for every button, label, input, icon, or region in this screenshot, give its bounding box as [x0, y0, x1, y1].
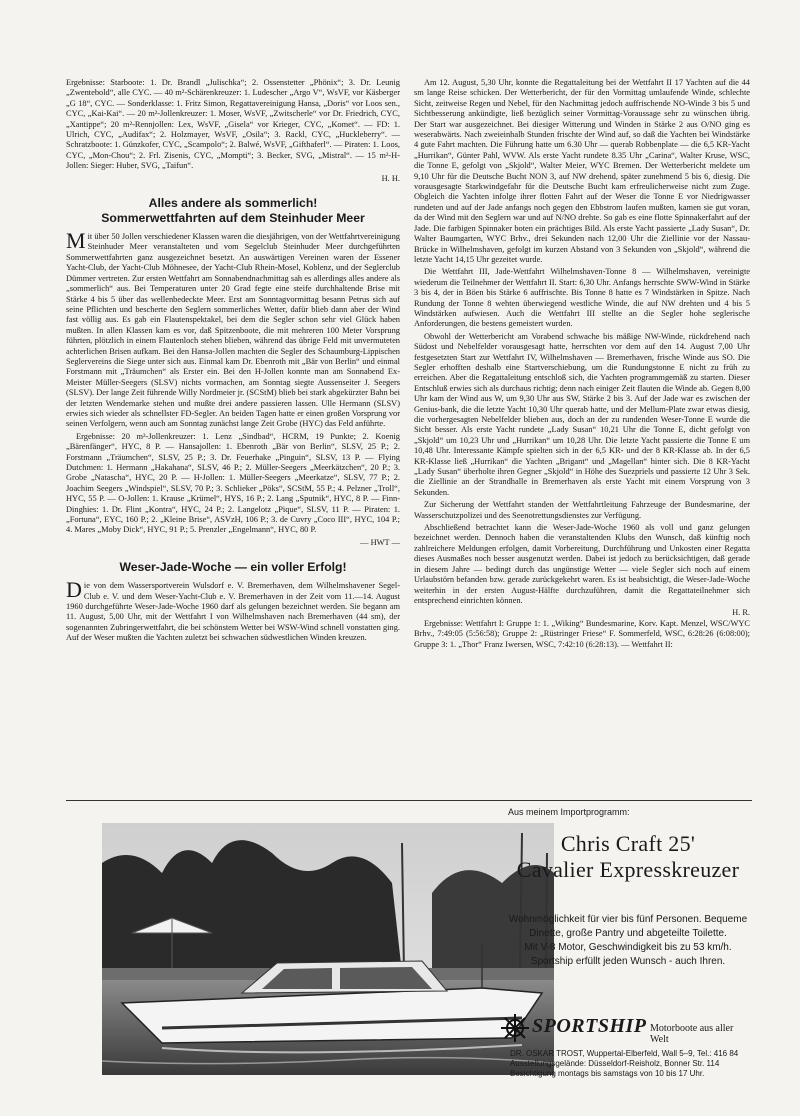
- article-paragraph: Zur Sicherung der Wettfahrt standen der Wettfahrtleitung Fahrzeuge der Bundesmarine, der Wasserschutzpolizei und des Seenotrettungsdienstes zur Verfügung.: [414, 500, 750, 520]
- ship-wheel-icon: [500, 1013, 530, 1043]
- article-headline: Weser-Jade-Woche — ein voller Erfolg!: [119, 560, 347, 575]
- headline-line: Sommerwettfahrten auf dem Steinhuder Meer: [101, 211, 365, 226]
- left-column: [66, 78, 400, 646]
- results-paragraph: Ergebnisse: Wettfahrt I: Gruppe 1: 1. „Wiking“ Bundesmarine, Korv. Kapt. Menzel, WSC/WYC Brhv., 7:49:05 (5:56:58); Gruppe 2: „Rüstringer Friese“ F. Sommerfeld, WSC, 6:28:26 (6:08:00); Gruppe 3: 1. „Thor“ Franz Iwersen, WSC, 7:42:10 (6:28:13). — Wettfahrt II:: [414, 618, 750, 649]
- ad-description: [506, 913, 750, 969]
- article-paragraph: Mit über 50 Jollen verschiedener Klassen waren die diesjährigen, von der Wettfahrtvereinigung Steinhuder Meer veranstalteten und vom Segelclub Steinhuder Meer durchgeführten Sommerwettfahrten ganz ausgezeichnet besetzt. An auswärtigen Vereinen waren der Essener Yacht-Club, der Yacht-Club Möhnesee, der Yacht-Club Rhein-Mosel, Koblenz, und der Seglerclub Dümmer vertreten. Zur ersten Wettfahrt am Sonnabendnachmittag sah es allerdings alles andere als „sommerlich“ aus. Bei Temperaturen unter 20 Grad fegte eine steife durchhaltende Brise mit Stärke 4 bis 5 über das wellenbedeckte Meer. Erst am Sonntagvormittag besann Petrus sich auf seine Pflichten und bescherte den Seglern sommerliches Wetter, dafür blieb dann aber der Wind fast völlig aus. Es gab ein Flautenspektakel, bei dem die Segler schon sehr viel Glück haben mußten. In allen Klassen kam es vor, daß Spitzenboote, die mit mehreren 100 Meter Vorsprung führten, plötzlich in einem Flautenloch stehen blieben, während das übrige Feld mit unvermuteten achterlichen Brisen aufkam. Bei den Hansa-Jollen machten die Segler des Schaumburg-Lippischen Seglervereins die Siege unter sich aus. Einmal kam Dr. Ebenroth mit „Bär von Berlin“ und einmal Forstmann mit „Träumchen“ als Erster ein. Bei den H-Jollen konnte man am Sonnabend Ex-Meister Müller-Seegers (SLSV) nichts vormachen, am Sonntag siegte Aussenseiter J. Seegers (SLSV). Der lange Zeit führende Willy Nordmeier jr. (SCStM) blieb bei stark abgekürzter Bahn bei der letzten Wendemarke stehen und mußte drei andere passieren lassen. Ulle Hermann (SLSV) erwies sich wieder als schnellster FD-Segler. An beiden Tagen hatte er einen großen Vorsprung vor seinen Verfolgern, wenn auch am Sonntag zunächst lange Zeit Grobe (HYC) das Feld anführte.: [66, 228, 400, 429]
- ad-body-line: Wohnmöglichkeit für vier bis fünf Personen. Bequeme: [508, 914, 748, 925]
- results-paragraph: Ergebnisse: Starboote: 1. Dr. Brandl „Julischka“; 2. Ossenstetter „Phönix“; 3. Dr. Leunig „Zwentebold“, alle CYC. — 40 m²-Schärenkreuzer: 1. Ludescher „Argo V“, WsVF, vor Käsberger „G 18“, CYC. — Sonderklasse: 1. Fritz Simon, Regattavereinigung Hansa, „Doris“ vor Loos sen., CYC, „Kai-Kai“. — 20 m²-Jollenkreuzer: 1. Moser, WsVF, „Zwitscherle“ vor Dr. Friedrich, CYC, „Xantippe“; 20 m²-Rennjollen: Lex, WsVF, „Gisela“ vor Krieger, CYC, „Komet“. — FD: 1. Ulrich, CYC, „Audifax“; 2. Holzmayer, WsVF, „Osila“; 3. Rackl, CYC, „Huckleberry“. — Schratzboote: 1. Günzkofer, CYC, „Scampolo“; 2. Balwé, WsVF, „Gifthaferl“. — Piraten: 1. Loos, CYC, „Mon-Chou“; 2. Frl. Zisenis, CYC, „Mompti“; 3. Becker, SVG, „Mistral“. — 15 m²-H-Jollen: Sieger: Huber, SVG, „Taifun“.: [66, 78, 400, 171]
- right-column: [414, 78, 750, 652]
- logo-wordmark: SPORTSHIP: [532, 1015, 647, 1037]
- article-paragraph: Die von dem Wassersportverein Wulsdorf e. V. Bremerhaven, dem Wilhelmshavener Segel-Club e. V. und dem Weser-Yacht-Club e. V. Bremerhaven in der Zeit vom 11.—14. August 1960 durchgeführte Weser-Jade-Woche 1960 darf als gelungen bezeichnet werden. Sie begann am 11. August, 5,00 Uhr, mit der Wettfahrt I von Wilhelmshaven nach Bremerhaven (44 sm), der sogenannten Zubringerwettfahrt, die bei schönstem Wetter bei WSW-Wind schnell vonstatten ging. Auf der Weser mußten die Yachten zuletzt bei schwachen südwestlichen Winden kreuzen.: [66, 577, 400, 643]
- ad-body-line: Dinette, große Pantry und abgeteilte Toilette.: [529, 928, 727, 939]
- article-headline: [66, 196, 400, 226]
- ad-title: [506, 831, 750, 883]
- ad-header: Aus meinem Importprogramm:: [508, 807, 630, 817]
- article-paragraph: Abschließend betrachtet kann die Weser-Jade-Woche 1960 als voll und ganz gelungen bezeichnet werden. Dennoch haben die veranstaltenden Klubs den Wunsch, daß künftig noch zahlreichere Meldungen erfolgen, damit Vorbereitung, Durchführung und Unkosten einer Regatta dieses Ausmaßes noch besser ausgenutzt werden. Dabei ist jedoch zu berücksichtigen, daß gerade in diesem Jahre — bedingt durch das ungünstige Wetter — viele Segler sich noch auf einem Urlaubstörn befanden bzw. gerade zurückgekehrt waren. Es ist beabsichtigt, die Weser-Jade-Woche weiterhin in der ersten August-Hälfte durchzuführen, damit die Regattateilnehmer sich entsprechend einrichten können.: [414, 523, 750, 605]
- advertisement: [66, 800, 752, 1085]
- sportship-logo: [500, 1011, 752, 1047]
- address-line: DR. OSKAR TROST, Wuppertal-Elberfeld, Wall 5–9, Tel.: 416 84: [510, 1049, 739, 1058]
- ad-title-line: Cavalier Expresskreuzer: [516, 857, 740, 882]
- headline-line: Alles andere als sommerlich!: [148, 196, 318, 211]
- author-signature: — HWT —: [360, 537, 400, 547]
- ad-address: [510, 1049, 754, 1079]
- ad-title-line: Chris Craft 25': [560, 831, 696, 856]
- article-paragraph: Am 12. August, 5,30 Uhr, konnte die Regattaleitung bei der Wettfahrt II 17 Yachten auf die 44 sm lange Reise schicken. Der Wetterbericht, der für den Vormittag umlaufende Winde, schlechte Sicht, zeitweise Regen und Nebel, für den Nachmittag jedoch auffrischende NO-Winde 3 bis 5 und Sichtbesserung ankündigte, ließ bezüglich seiner Vormittag-Voraussage sehr zu wünschen übrig. Der Start war ausgezeichnet. Bei diesiger Witterung und Winden in Stärke 2 aus O/NO ging es weserabwärts. Nach zweieinhalb Stunden frischte der Wind auf, so daß die Yachten bei Windstärke 4 gute Fahrt machten. Die Führung hatte um 6.30 Uhr — querab Robbenplate — die 6,5 KR-Yacht „Hurrikan“, Günter Pahl, WVW. Als erste Yacht rundete 8.35 Uhr „Carina“, Walter Kruse, WSC, die Tonne E, gefolgt von „Skjold“, Walter Meier, WYC Bremen. Der Wetterbericht meldete um 9,10 Uhr für die Deutsche Bucht NON 3, auf NW drehend, später zunehmend 5 bis 6, diesig. Die vorausgesagte Starkwindgefahr für die Deutsche Bucht kam erfreulicherweise nicht zum Zuge. Obgleich die Yachten infolge ihrer flotten Fahrt auf der Weser die Tonne E vor Niedrigwasser rundeten und auf der Jade anfangs noch gegen den Ebbstrom laufen mußten, kamen sie gut voran, da der Wind mit den Seglern war und auf N/NO drehte. So gab es eine flotte Spinnakerfahrt auf der Jade. Die farbigen Spinnaker boten ein prächtiges Bild. Als erste Yacht passierte „Lady Susan“, Dr. Walter Baumgarten, WYC Brhv., drei Sekunden nach 12,00 Uhr die Ziellinie vor der Nassau-Brücke in Wilhelmshaven, gefolgt im kurzen Abstand von 3 Sekunden von „Skjold“, während die letzte Yacht 14,15 Uhr gezeitet wurde.: [414, 78, 750, 264]
- article-paragraph: Obwohl der Wetterbericht am Vorabend schwache bis mäßige NW-Winde, rückdrehend nach Südost und Nebelfelder vorausgesagt hatte, herrschten vor dem auf den 14. August 7,00 Uhr festgesetzten Start zur Wettfahrt IV, Wilhelmshaven — Bremerhaven, frische Winde aus SO. Die Segler erhofften deshalb eine Startverschiebung, um die Rundungstonne E nicht zu früh zu erreichen. Aber die Regattaleitung entschloß sich, die Yachten programmgemäß zu starten. Dieser Entschluß erwies sich als durchaus richtig; denn nach einiger Zeit flauten die Winde ab. Gegen 8,00 Uhr kam der Wind aus W, um 9,30 Uhr aus SW, Stärke 2 bis 3. Auf der Jade war es zwischen der Genius-bank, die die letzte Yacht 10,30 Uhr querab hatte, und der Mellum-Plate zwar etwas diesig, die vorhergesagten Nebelfelder blieben aus, doch an der zu rundenden Weser-Tonne E wurde die Sicht besser. Als erste Yacht rundete „Lady Susan“ 10,21 Uhr die Tonne E, dicht gefolgt von „Skjold“ um 10,23 Uhr und „Hurrikan“ um 10,28 Uhr. Die letzte Yacht passierte die Tonne E um 10,48 Uhr. Interessante Kämpfe spielten sich in der 6,5 KR- und der 8 KR-Klasse ab. In der 6,5 KR-Klasse ließ „Hurrikan“ die Yachten „Brigant“ und „Magellan“ hinter sich. Die 8 KR-Yacht „Lady Susan“ überholte ihren Gegner „Skjold“ in Höhe des Suezpriels und passierte 12 Uhr 3 Sek. die Ziellinie an der Strandhalle in Bremerhaven als erste Yacht mit einem Vorsprung von 3 Sekunden.: [414, 331, 750, 497]
- address-line: Ausstellungsgelände: Düsseldorf-Reisholz, Bonner Str. 114: [510, 1059, 720, 1068]
- results-paragraph: Ergebnisse: 20 m²-Jollenkreuzer: 1. Lenz „Sindbad“, HCRM, 19 Punkte; 2. Koenig „Bärenfänger“, HYC, 8 P. — Hansajollen: 1. Ebenroth „Bär von Berlin“, SLSV, 25 P.; 2. Forstmann „Träumchen“, SLSV, 25 P.; 3. Dr. Feuerhake „Pinguin“, SLSV, 13 P. — Flying Dutchmen: 1. Hermann „Hakahana“, SLSV, 46 P.; 2. Müller-Seegers „Meerkätzchen“, 20 P.; 3. Grobe „Natascha“, HYC, 20 P. — H-Jollen: 1. Müller-Seegers „Meerkatze“, SLSV, 77 P.; 2. Joachim Seegers „Windspiel“, SLSV, 70 P.; 3. Schlieker „Pöks“, SCStM, 55 P.; 4. Pelzner „Troll“, HYC, 55 P. — O-Jollen: 1. Krause „Krümel“, HYS, 16 P.; 2. Lang „Sputnik“, HYC, 8 P. — Finn-Dinghies: 1. Dr. Flint „Kontra“, HYC, 24 P.; 2. Langelotz „Pique“, SLSV, 11 P. — Piraten: 1. „Fortuna“, EYC, 160 P.; 2. „Kleine Brise“, ASVzH, 106 P.; 3. de Cuvry „Coco III“, HYC, 104 P.; 4. Mares „Moby Dick“, HYC, 91 P.; 5. Prenzler „Engelmann“, HYC, 80 P.: [66, 431, 400, 535]
- author-signature: H. R.: [732, 608, 750, 618]
- logo-tagline: Motorboote aus aller Welt: [650, 1023, 734, 1045]
- article-paragraph: Die Wettfahrt III, Jade-Wettfahrt Wilhelmshaven-Tonne 8 — Wilhelmshaven, vereinigte wiederum die Teilnehmer der Wettfahrt II. Start: 6,30 Uhr. Anfangs herrschte SWW-Wind in Stärke 3 bis 4, der in Böen bis Stärke 6 auffrischte. Bis Tonne 8 hatte es 7 Windstärken in Spitze. Nach Rundung der Tonne 8 wehten überwiegend westliche Winde, die auf NW drehten und 4 bis 5 Windstärken aufwiesen. Auch die Wettfahrt III stellte an die Segler hohe seglerische Anforderungen, die bestens gemeistert wurden.: [414, 267, 750, 329]
- boat-photo: [102, 823, 554, 1075]
- ad-body-line: Mit V-8 Motor, Geschwindigkeit bis zu 53 km/h.: [524, 942, 732, 953]
- author-signature: H. H.: [381, 173, 400, 183]
- address-line: Besichtigung montags bis samstags von 10 bis 17 Uhr.: [510, 1069, 705, 1078]
- ad-body-line: Sportship erfüllt jeden Wunsch - auch Ihren.: [530, 956, 726, 967]
